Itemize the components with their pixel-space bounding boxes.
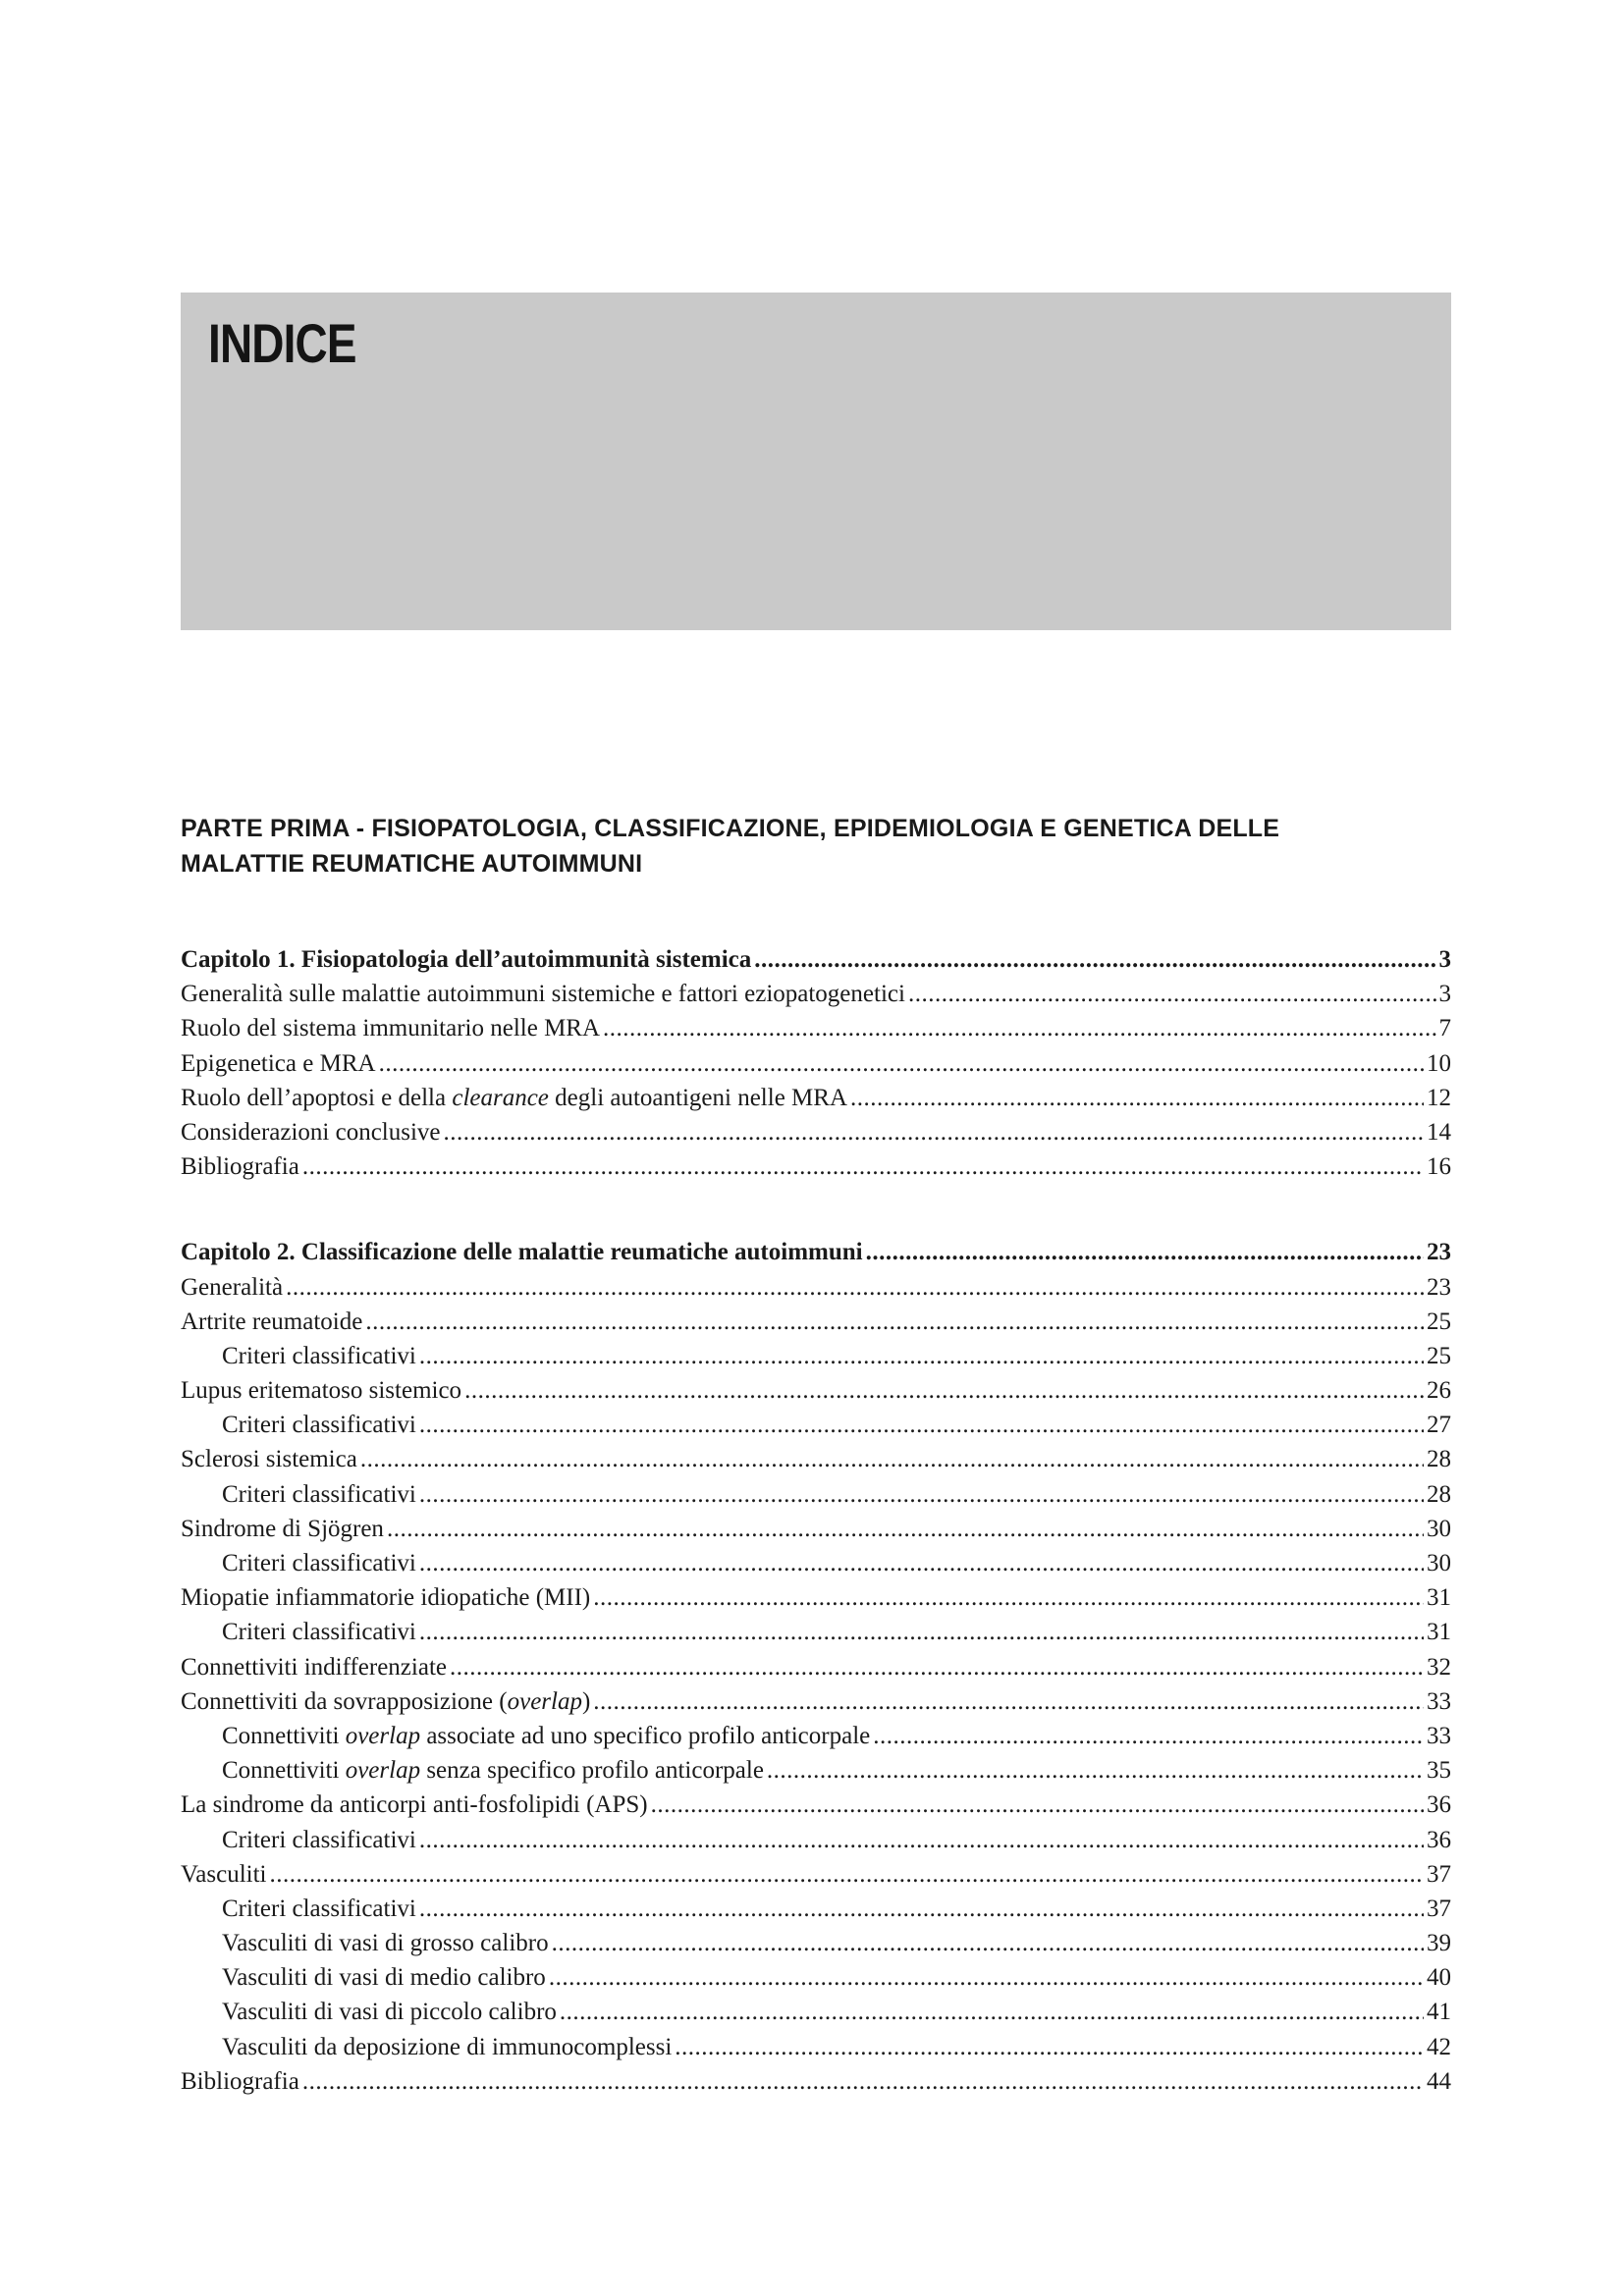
chapter-block [181,942,1451,1184]
toc-page-number: 37 [1427,1860,1451,1888]
dot-leader [387,1512,1424,1546]
dot-leader [270,1857,1425,1892]
toc-entry-text: Capitolo 2. Classificazione delle malattie reumatiche autoimmuni [181,1239,863,1266]
toc-section-row[interactable] [181,1512,1451,1546]
toc-entry-title [222,1892,416,1926]
toc-section-row[interactable] [181,1081,1451,1115]
toc-entry-title [181,942,751,977]
dot-leader [302,1149,1424,1184]
toc-subsection-row[interactable] [181,1823,1451,1857]
toc-page-number: 23 [1427,1239,1451,1266]
toc-entry-text: Bibliografia [181,2067,299,2095]
toc-entry-title [222,1339,416,1373]
toc-entry-title [181,1650,447,1684]
toc-entry-title [181,1305,362,1339]
toc-entry-text: La sindrome da anticorpi anti-fosfolipidi (APS) [181,1791,648,1819]
toc-page-number: 16 [1427,1153,1451,1181]
toc-entry-text: Miopatie infiammatorie idiopatiche (MII) [181,1584,591,1612]
toc-page-number: 36 [1427,1791,1451,1819]
toc-entry-italic-term: overlap [345,1757,421,1785]
toc-page-number: 31 [1427,1584,1451,1612]
toc-entry-title [181,1115,441,1149]
toc-entry-text: Vasculiti di vasi di piccolo calibro [222,1999,557,2026]
toc-entry-text: Connettiviti [222,1757,346,1785]
dot-leader [419,1892,1424,1926]
toc-page-number: 28 [1427,1446,1451,1473]
toc-subsection-row[interactable] [181,1408,1451,1442]
toc-subsection-row[interactable] [181,1892,1451,1926]
toc-entry-italic-term: overlap [507,1687,582,1715]
toc-entry-title [181,1857,267,1892]
toc-entry-title [222,1615,416,1649]
toc-entry-text-suffix: ) [581,1687,591,1715]
part-heading-line-2: MALATTIE REUMATICHE AUTOIMMUNI [181,850,643,878]
dot-leader [365,1305,1424,1339]
dot-leader [850,1081,1424,1115]
toc-entry-title [181,977,905,1011]
toc-entry-title [181,1046,376,1081]
dot-leader [908,977,1436,1011]
dot-leader [419,1477,1424,1512]
toc-entry-text: Vasculiti di vasi di medio calibro [222,1964,546,1992]
toc-section-row[interactable] [181,1650,1451,1684]
toc-section-row[interactable] [181,977,1451,1011]
toc-section-row[interactable] [181,1149,1451,1184]
toc-entry-text: Criteri classificativi [222,1619,416,1646]
table-of-contents [181,811,1451,2099]
toc-section-row[interactable] [181,1580,1451,1615]
toc-chapter-row[interactable] [181,942,1451,977]
toc-entry-italic-term: clearance [452,1084,549,1111]
part-heading-line-1: PARTE PRIMA - FISIOPATOLOGIA, CLASSIFICAZIONE, EPIDEMIOLOGIA E GENETICA DELLE [181,815,1280,842]
toc-page-number: 3 [1438,981,1451,1008]
toc-section-row[interactable] [181,1270,1451,1305]
toc-section-row[interactable] [181,1046,1451,1081]
dot-leader [419,1546,1424,1580]
dot-leader [549,1960,1424,1995]
dot-leader [419,1339,1424,1373]
toc-page-number: 3 [1438,946,1451,973]
toc-section-row[interactable] [181,1684,1451,1719]
dot-leader [866,1235,1424,1269]
toc-entry-title [222,1995,557,2029]
toc-entry-title [181,1149,299,1184]
toc-page-number: 32 [1427,1653,1451,1681]
toc-subsection-row[interactable] [181,1477,1451,1512]
toc-entry-title [222,1719,870,1753]
toc-page-number: 39 [1427,1930,1451,1957]
toc-page-number: 10 [1427,1049,1451,1077]
title-banner [181,293,1451,630]
toc-entry-text: Sclerosi sistemica [181,1446,357,1473]
toc-section-row[interactable] [181,1305,1451,1339]
toc-entry-title [181,1373,461,1408]
page-title: INDICE [208,312,356,374]
toc-entry-text-suffix: associate ad uno specifico profilo anticorpale [420,1722,871,1749]
toc-entry-text: Vasculiti di vasi di grosso calibro [222,1930,549,1957]
toc-section-row[interactable] [181,1011,1451,1045]
dot-leader [593,1684,1424,1719]
toc-page-number: 30 [1427,1515,1451,1542]
toc-page-number: 12 [1427,1084,1451,1111]
toc-entry-title [181,2064,299,2099]
toc-entry-text: Criteri classificativi [222,1342,416,1369]
toc-page-number: 30 [1427,1550,1451,1576]
toc-entry-title [222,1753,764,1788]
toc-entry-text: Ruolo del sistema immunitario nelle MRA [181,1015,601,1042]
toc-page-number: 44 [1427,2067,1451,2095]
toc-entry-text: Generalità sulle malattie autoimmuni sistemiche e fattori eziopatogenetici [181,981,905,1008]
toc-page-number: 28 [1427,1480,1451,1508]
toc-entry-text: Vasculiti [181,1860,267,1888]
toc-entry-text: Generalità [181,1273,284,1301]
toc-subsection-row[interactable] [181,1339,1451,1373]
dot-leader [754,942,1435,977]
toc-subsection-row[interactable] [181,1719,1451,1753]
toc-entry-title [222,1960,546,1995]
dot-leader [767,1753,1424,1788]
dot-leader [675,2030,1424,2064]
dot-leader [360,1442,1424,1476]
toc-page-number: 33 [1427,1687,1451,1715]
dot-leader [593,1580,1424,1615]
toc-entry-text-suffix: senza specifico profilo anticorpale [420,1757,764,1785]
dot-leader [552,1926,1424,1960]
toc-section-row[interactable] [181,1857,1451,1892]
toc-section-row[interactable] [181,2064,1451,2099]
toc-entry-text: Epigenetica e MRA [181,1049,376,1077]
toc-entry-title [181,1788,648,1822]
dot-leader [419,1408,1424,1442]
toc-entry-text: Artrite reumatoide [181,1308,363,1335]
toc-page-number: 31 [1427,1619,1451,1646]
part-heading [181,811,1451,881]
dot-leader [560,1995,1424,2029]
toc-entry-text: Criteri classificativi [222,1826,416,1853]
toc-subsection-row[interactable] [181,2030,1451,2064]
toc-page-number: 41 [1427,1999,1451,2026]
toc-entry-text: Sindrome di Sjögren [181,1515,384,1542]
toc-entry-text: Connettiviti da sovrapposizione ( [181,1687,508,1715]
toc-entry-title [181,1011,600,1045]
toc-entry-title [222,2030,672,2064]
chapter-block [181,1235,1451,2099]
toc-entry-text: Criteri classificativi [222,1480,416,1508]
toc-page-number: 42 [1427,2033,1451,2060]
toc-entry-text: Criteri classificativi [222,1412,416,1439]
toc-entry-text: Ruolo dell’apoptosi e della [181,1084,453,1111]
toc-subsection-row[interactable] [181,1960,1451,1995]
toc-section-row[interactable] [181,1442,1451,1476]
toc-entry-title [222,1408,416,1442]
dot-leader [464,1373,1424,1408]
toc-chapter-row[interactable] [181,1235,1451,1269]
toc-entry-title [222,1926,549,1960]
toc-page-number: 40 [1427,1964,1451,1992]
toc-entry-text: Capitolo 1. Fisiopatologia dell’autoimmunità sistemica [181,946,752,973]
toc-section-row[interactable] [181,1115,1451,1149]
toc-page-number: 36 [1427,1826,1451,1853]
toc-entry-text: Vasculiti da deposizione di immunocomplessi [222,2033,673,2060]
toc-page-number: 37 [1427,1895,1451,1922]
dot-leader [302,2064,1424,2099]
toc-page-number: 26 [1427,1377,1451,1405]
dot-leader [286,1270,1424,1305]
toc-entry-text: Criteri classificativi [222,1895,416,1922]
toc-entry-title [222,1546,416,1580]
toc-page-number: 25 [1427,1342,1451,1369]
toc-entry-title [181,1580,590,1615]
toc-page-number: 25 [1427,1308,1451,1335]
toc-entry-title [181,1270,283,1305]
dot-leader [444,1115,1424,1149]
toc-entry-title [181,1512,384,1546]
toc-section-row[interactable] [181,1373,1451,1408]
toc-entry-title [181,1684,590,1719]
toc-page-number: 27 [1427,1412,1451,1439]
dot-leader [450,1650,1424,1684]
dot-leader [651,1788,1424,1822]
toc-page-number: 35 [1427,1757,1451,1785]
toc-entry-title [181,1081,847,1115]
toc-entry-title [222,1823,416,1857]
toc-subsection-row[interactable] [181,1995,1451,2029]
toc-entry-title [222,1477,416,1512]
toc-entry-text: Bibliografia [181,1153,299,1181]
toc-entry-text: Criteri classificativi [222,1550,416,1576]
toc-entry-title [181,1442,357,1476]
toc-section-row[interactable] [181,1788,1451,1822]
toc-entry-text: Considerazioni conclusive [181,1118,441,1146]
dot-leader [379,1046,1424,1081]
toc-subsection-row[interactable] [181,1753,1451,1788]
dot-leader [419,1615,1424,1649]
toc-entry-text: Connettiviti indifferenziate [181,1653,447,1681]
toc-page-number: 33 [1427,1722,1451,1749]
dot-leader [873,1719,1424,1753]
chapter-list [181,942,1451,2099]
toc-page-number: 14 [1427,1118,1451,1146]
toc-page-number: 7 [1438,1015,1451,1042]
toc-entry-text: Connettiviti [222,1722,346,1749]
toc-subsection-row[interactable] [181,1926,1451,1960]
toc-subsection-row[interactable] [181,1546,1451,1580]
toc-entry-title [181,1235,863,1269]
toc-entry-text-suffix: degli autoantigeni nelle MRA [548,1084,848,1111]
toc-entry-italic-term: overlap [345,1722,421,1749]
dot-leader [419,1823,1424,1857]
toc-subsection-row[interactable] [181,1615,1451,1649]
toc-page-number: 23 [1427,1273,1451,1301]
toc-entry-text: Lupus eritematoso sistemico [181,1377,462,1405]
dot-leader [603,1011,1435,1045]
